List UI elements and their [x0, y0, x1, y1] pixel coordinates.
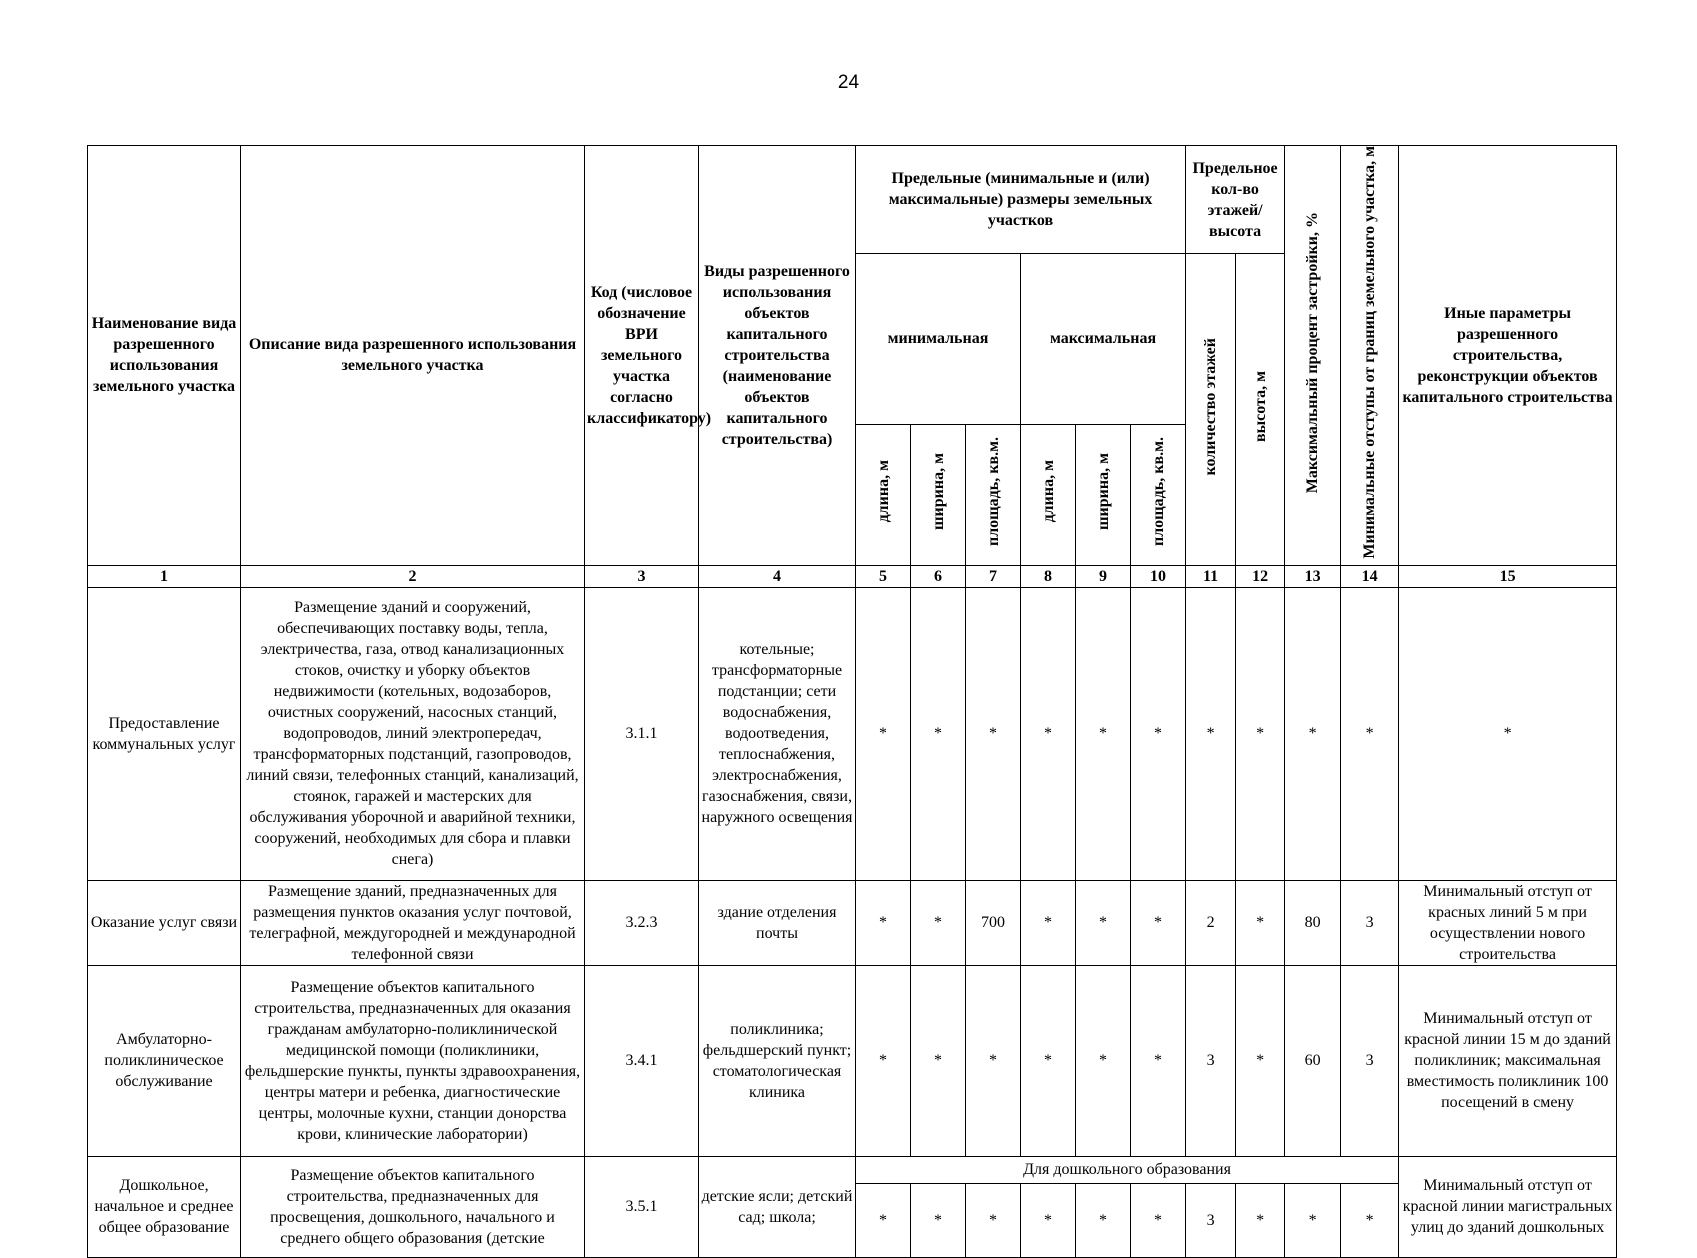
- header-max-area: площадь, кв.м.: [1131, 424, 1186, 565]
- column-number: 8: [1021, 565, 1076, 587]
- row-description: Размещение объектов капитального строительства, предназначенных для просвещения, дошкольного, начального и среднего общего образования (детские: [241, 1156, 585, 1257]
- row-value: 60: [1285, 965, 1341, 1156]
- header-height: высота, м: [1236, 254, 1285, 566]
- header-other: Иные параметры разрешенного строительства, реконструкции объектов капитального строительства: [1399, 146, 1617, 566]
- table-row: [88, 965, 1617, 1156]
- column-number: 9: [1076, 565, 1131, 587]
- row-value: *: [1341, 1183, 1399, 1257]
- row-value: *: [1076, 880, 1131, 965]
- row-value: *: [911, 587, 966, 880]
- header-name: Наименование вида разрешенного использования земельного участка: [88, 146, 241, 566]
- row-kinds: здание отделения почты: [699, 880, 856, 965]
- row-kinds: котельные; трансформаторные подстанции; сети водоснабжения, водоотведения, теплоснабжения, электроснабжения, газоснабжения, связи, наружного освещения: [699, 587, 856, 880]
- row-value: *: [1021, 965, 1076, 1156]
- row-value: *: [911, 1183, 966, 1257]
- column-number: 15: [1399, 565, 1617, 587]
- header-description: Описание вида разрешенного использования земельного участка: [241, 146, 585, 566]
- header-min-length: длина, м: [856, 424, 911, 565]
- column-number: 7: [966, 565, 1021, 587]
- header-max-width: ширина, м: [1076, 424, 1131, 565]
- row-code: 3.4.1: [585, 965, 699, 1156]
- row-other: *: [1399, 587, 1617, 880]
- row-kinds: детские ясли; детский сад; школа;: [699, 1156, 856, 1257]
- row-value: *: [1131, 587, 1186, 880]
- page-number: 24: [837, 72, 860, 93]
- row-value: *: [1285, 1183, 1341, 1257]
- row-value: *: [1285, 587, 1341, 880]
- column-number: 6: [911, 565, 966, 587]
- row-description: Размещение зданий, предназначенных для размещения пунктов оказания услуг почтовой, телеграфной, междугородней и международной телефонной связи: [241, 880, 585, 965]
- row-other: Минимальный отступ от красной линии 15 м до зданий поликлиник; максимальная вместимость поликлиник 100 посещений в смену: [1399, 965, 1617, 1156]
- row-value: *: [911, 965, 966, 1156]
- row-value: *: [1341, 587, 1399, 880]
- column-numbers-row: [88, 565, 1617, 587]
- row-value: *: [1076, 1183, 1131, 1257]
- row-name: Оказание услуг связи: [88, 880, 241, 965]
- row-other: Минимальный отступ от красных линий 5 м при осуществлении нового строительства: [1399, 880, 1617, 965]
- row-value: 3: [1341, 965, 1399, 1156]
- table-row: [88, 587, 1617, 880]
- header-min-width: ширина, м: [911, 424, 966, 565]
- row-value: 3: [1186, 965, 1236, 1156]
- row-value: *: [1021, 880, 1076, 965]
- row-name: Дошкольное, начальное и среднее общее образование: [88, 1156, 241, 1257]
- row-value: *: [966, 1183, 1021, 1257]
- row-value: *: [1236, 587, 1285, 880]
- row-description: Размещение объектов капитального строительства, предназначенных для оказания гражданам амбулаторно-поликлинической медицинской помощи (поликлиники, фельдшерские пункты, пункты здравоохранения, центры матери и ребенка, диагностические центры, молочные кухни, станции донорства крови, клинические лаборатории): [241, 965, 585, 1156]
- column-number: 3: [585, 565, 699, 587]
- row-name: Предоставление коммунальных услуг: [88, 587, 241, 880]
- header-floors-group: Предельное кол-во этажей/ высота: [1186, 146, 1285, 254]
- column-number: 1: [88, 565, 241, 587]
- row-code: 3.5.1: [585, 1156, 699, 1257]
- header-kinds: Виды разрешенного использования объектов капитального строительства (наименование объектов капитального строительства): [699, 146, 856, 566]
- row-code: 3.1.1: [585, 587, 699, 880]
- row-value: 3: [1186, 1183, 1236, 1257]
- header-plot-sizes: Предельные (минимальные и (или) максимальные) размеры земельных участков: [856, 146, 1186, 254]
- row-value: *: [1236, 1183, 1285, 1257]
- header-row-1: [88, 146, 1617, 254]
- column-number: 12: [1236, 565, 1285, 587]
- row-value: *: [856, 965, 911, 1156]
- row-value: *: [1236, 965, 1285, 1156]
- row-value: *: [1186, 587, 1236, 880]
- table-row: [88, 1156, 1617, 1183]
- table-row: [88, 880, 1617, 965]
- row-value: 2: [1186, 880, 1236, 965]
- row-value: 3: [1341, 880, 1399, 965]
- header-max: максимальная: [1021, 254, 1186, 425]
- row-other: Минимальный отступ от красной линии магистральных улиц до зданий дошкольных: [1399, 1156, 1617, 1257]
- row-value: *: [1021, 587, 1076, 880]
- row-value: *: [966, 587, 1021, 880]
- row-value: *: [911, 880, 966, 965]
- column-number: 14: [1341, 565, 1399, 587]
- header-max-percent: Максимальный процент застройки, %: [1285, 146, 1341, 566]
- row-code: 3.2.3: [585, 880, 699, 965]
- column-number: 10: [1131, 565, 1186, 587]
- row-value: *: [1131, 1183, 1186, 1257]
- column-number: 13: [1285, 565, 1341, 587]
- column-number: 5: [856, 565, 911, 587]
- column-number: 11: [1186, 565, 1236, 587]
- row-value: *: [856, 1183, 911, 1257]
- row-description: Размещение зданий и сооружений, обеспечивающих поставку воды, тепла, электричества, газа, отвод канализационных стоков, очистку и уборку объектов недвижимости (котельных, водозаборов, очистных сооружений, насосных станций, водопроводов, линий электропередач, трансформаторных подстанций, газопроводов, линий связи, телефонных станций, канализаций, стоянок, гаражей и мастерских для обслуживания уборочной и аварийной техники, сооружений, необходимых для сбора и плавки снега): [241, 587, 585, 880]
- zoning-table: [87, 145, 1617, 1258]
- row-subheader: Для дошкольного образования: [856, 1156, 1399, 1183]
- row-name: Амбулаторно-поликлиническое обслуживание: [88, 965, 241, 1156]
- column-number: 2: [241, 565, 585, 587]
- row-value: *: [1131, 965, 1186, 1156]
- row-kinds: поликлиника; фельдшерский пункт; стоматологическая клиника: [699, 965, 856, 1156]
- row-value: *: [856, 880, 911, 965]
- column-number: 4: [699, 565, 856, 587]
- header-min-setbacks: Минимальные отступы от границ земельного участка, м: [1341, 146, 1399, 566]
- row-value: *: [856, 587, 911, 880]
- row-value: *: [1021, 1183, 1076, 1257]
- header-max-length: длина, м: [1021, 424, 1076, 565]
- row-value: *: [966, 965, 1021, 1156]
- row-value: *: [1131, 880, 1186, 965]
- header-code: Код (числовое обозначение ВРИ земельного участка согласно классификатору): [585, 146, 699, 566]
- header-min-area: площадь, кв.м.: [966, 424, 1021, 565]
- header-floors: количество этажей: [1186, 254, 1236, 566]
- row-value: 700: [966, 880, 1021, 965]
- row-value: *: [1236, 880, 1285, 965]
- row-value: *: [1076, 965, 1131, 1156]
- header-min: минимальная: [856, 254, 1021, 425]
- row-value: 80: [1285, 880, 1341, 965]
- row-value: *: [1076, 587, 1131, 880]
